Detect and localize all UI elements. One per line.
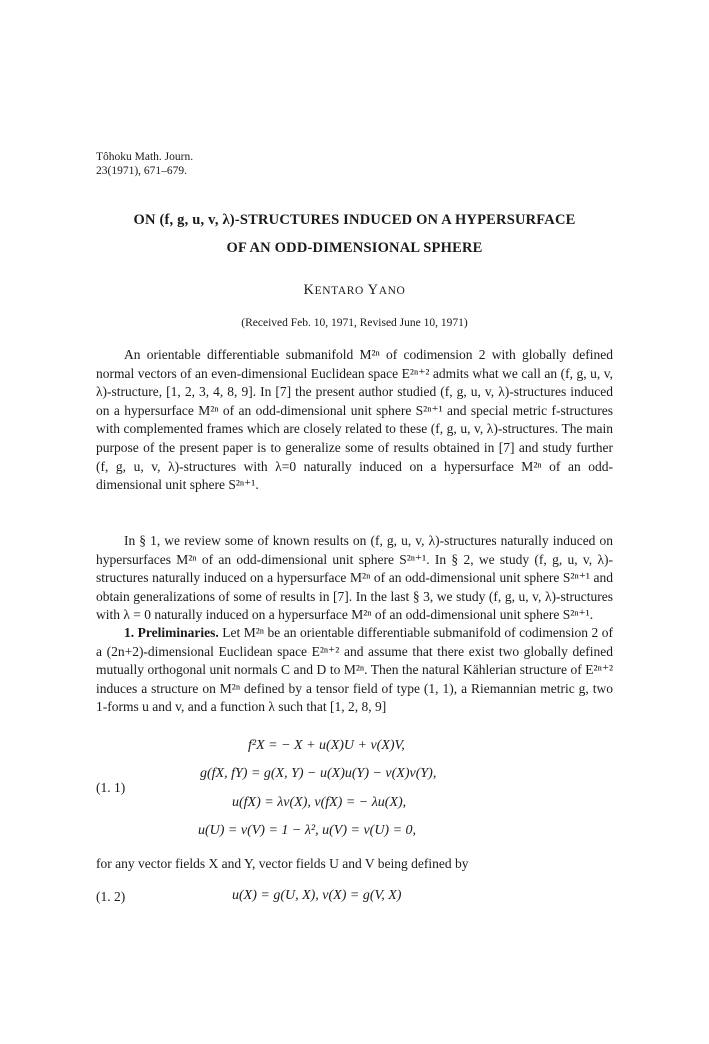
paper-title-line-2: OF AN ODD-DIMENSIONAL SPHERE xyxy=(226,240,483,256)
author-first-initial: K xyxy=(303,282,315,298)
equation-label-1-1: (1. 1) xyxy=(96,780,126,795)
equation-1-1-line-1: f²X = − X + u(X)U + v(X)V, xyxy=(248,738,405,753)
author-last-initial: Y xyxy=(367,282,379,298)
intro-paragraph-1-text: An orientable differentiable submanifold M²ⁿ of codimension 2 with globally defined normal vectors of an even-dimensional Euclidean space E²ⁿ⁺² admits what we call an (f, g, u, v, λ)-structure, [1, 2, 3, 4, 8, 9]. In [7] the present author studied (f, g, u, v, λ)-structures induced on a hypersurface M²ⁿ of an odd-dimensional unit sphere S²ⁿ⁺¹ and special metric f-structures with complemented frames which are closely related to these (f, g, u, v, λ)-structures. The main purpose of the present paper is to generalize some of results obtained in [7] and study further (f, g, u, v, λ)-structures with λ=0 naturally induced on a hypersurface M²ⁿ of an odd-dimensional unit sphere S²ⁿ⁺¹. xyxy=(96,347,613,493)
equation-1-2: u(X) = g(U, X), v(X) = g(V, X) xyxy=(232,888,402,903)
equation-1-1-line-2: g(fX, fY) = g(X, Y) − u(X)u(Y) − v(X)v(Y), xyxy=(200,766,437,781)
author-name xyxy=(60,282,649,299)
intro-paragraph-2-text: In § 1, we review some of known results on (f, g, u, v, λ)-structures naturally induced on hypersurfaces M²ⁿ of an odd-dimensional unit sphere S²ⁿ⁺¹. In § 2, we study (f, g, u, v, λ)-structures naturally induced on a hypersurface M²ⁿ of an odd-dimensional unit sphere S²ⁿ⁺¹ and obtain generalizations of some of results in [7]. In the last § 3, we study (f, g, u, v, λ)-structures with λ = 0 naturally induced on a hypersurface M²ⁿ of an odd-dimensional unit sphere S²ⁿ⁺¹. xyxy=(96,533,613,623)
journal-citation xyxy=(96,150,193,178)
preliminaries-text xyxy=(96,624,613,717)
preliminaries-body: Let M²ⁿ be an orientable differentiable submanifold of codimension 2 of a (2n+2)-dimensional Euclidean space E²ⁿ⁺² and assume that there exist two globally defined mutually orthogonal unit normals C and D to M²ⁿ. Then the natural Kählerian structure of E²ⁿ⁺² induces a structure on M²ⁿ defined by a tensor field of type (1, 1), a Riemannian metric g, two 1-forms u and v, and a function λ such that [1, 2, 8, 9] xyxy=(96,625,614,715)
author-last-rest: ANO xyxy=(378,285,406,297)
equation-1-1-line-4: u(U) = v(V) = 1 − λ², u(V) = v(U) = 0, xyxy=(198,823,417,838)
section-title: Preliminaries. xyxy=(137,625,219,640)
equation-followup-text: for any vector fields X and Y, vector fields U and V being defined by xyxy=(96,856,469,871)
journal-volume-pages: 23(1971), 671–679. xyxy=(96,165,188,177)
paper-title-line-1: ON (f, g, u, v, λ)-STRUCTURES INDUCED ON A HYPERSURFACE xyxy=(133,212,576,228)
intro-paragraph-1 xyxy=(96,346,613,495)
preliminaries-paragraph xyxy=(96,624,613,717)
equation-1-1-line-3: u(fX) = λv(X), v(fX) = − λu(X), xyxy=(232,795,407,810)
intro-paragraph-2 xyxy=(96,532,613,625)
journal-name: Tôhoku Math. Journ. xyxy=(96,151,194,163)
equation-label-1-2: (1. 2) xyxy=(96,889,126,904)
section-number: 1. xyxy=(124,625,135,640)
received-date: (Received Feb. 10, 1971, Revised June 10, 1971) xyxy=(241,317,468,329)
author-first-rest: ENTARO xyxy=(314,285,364,297)
